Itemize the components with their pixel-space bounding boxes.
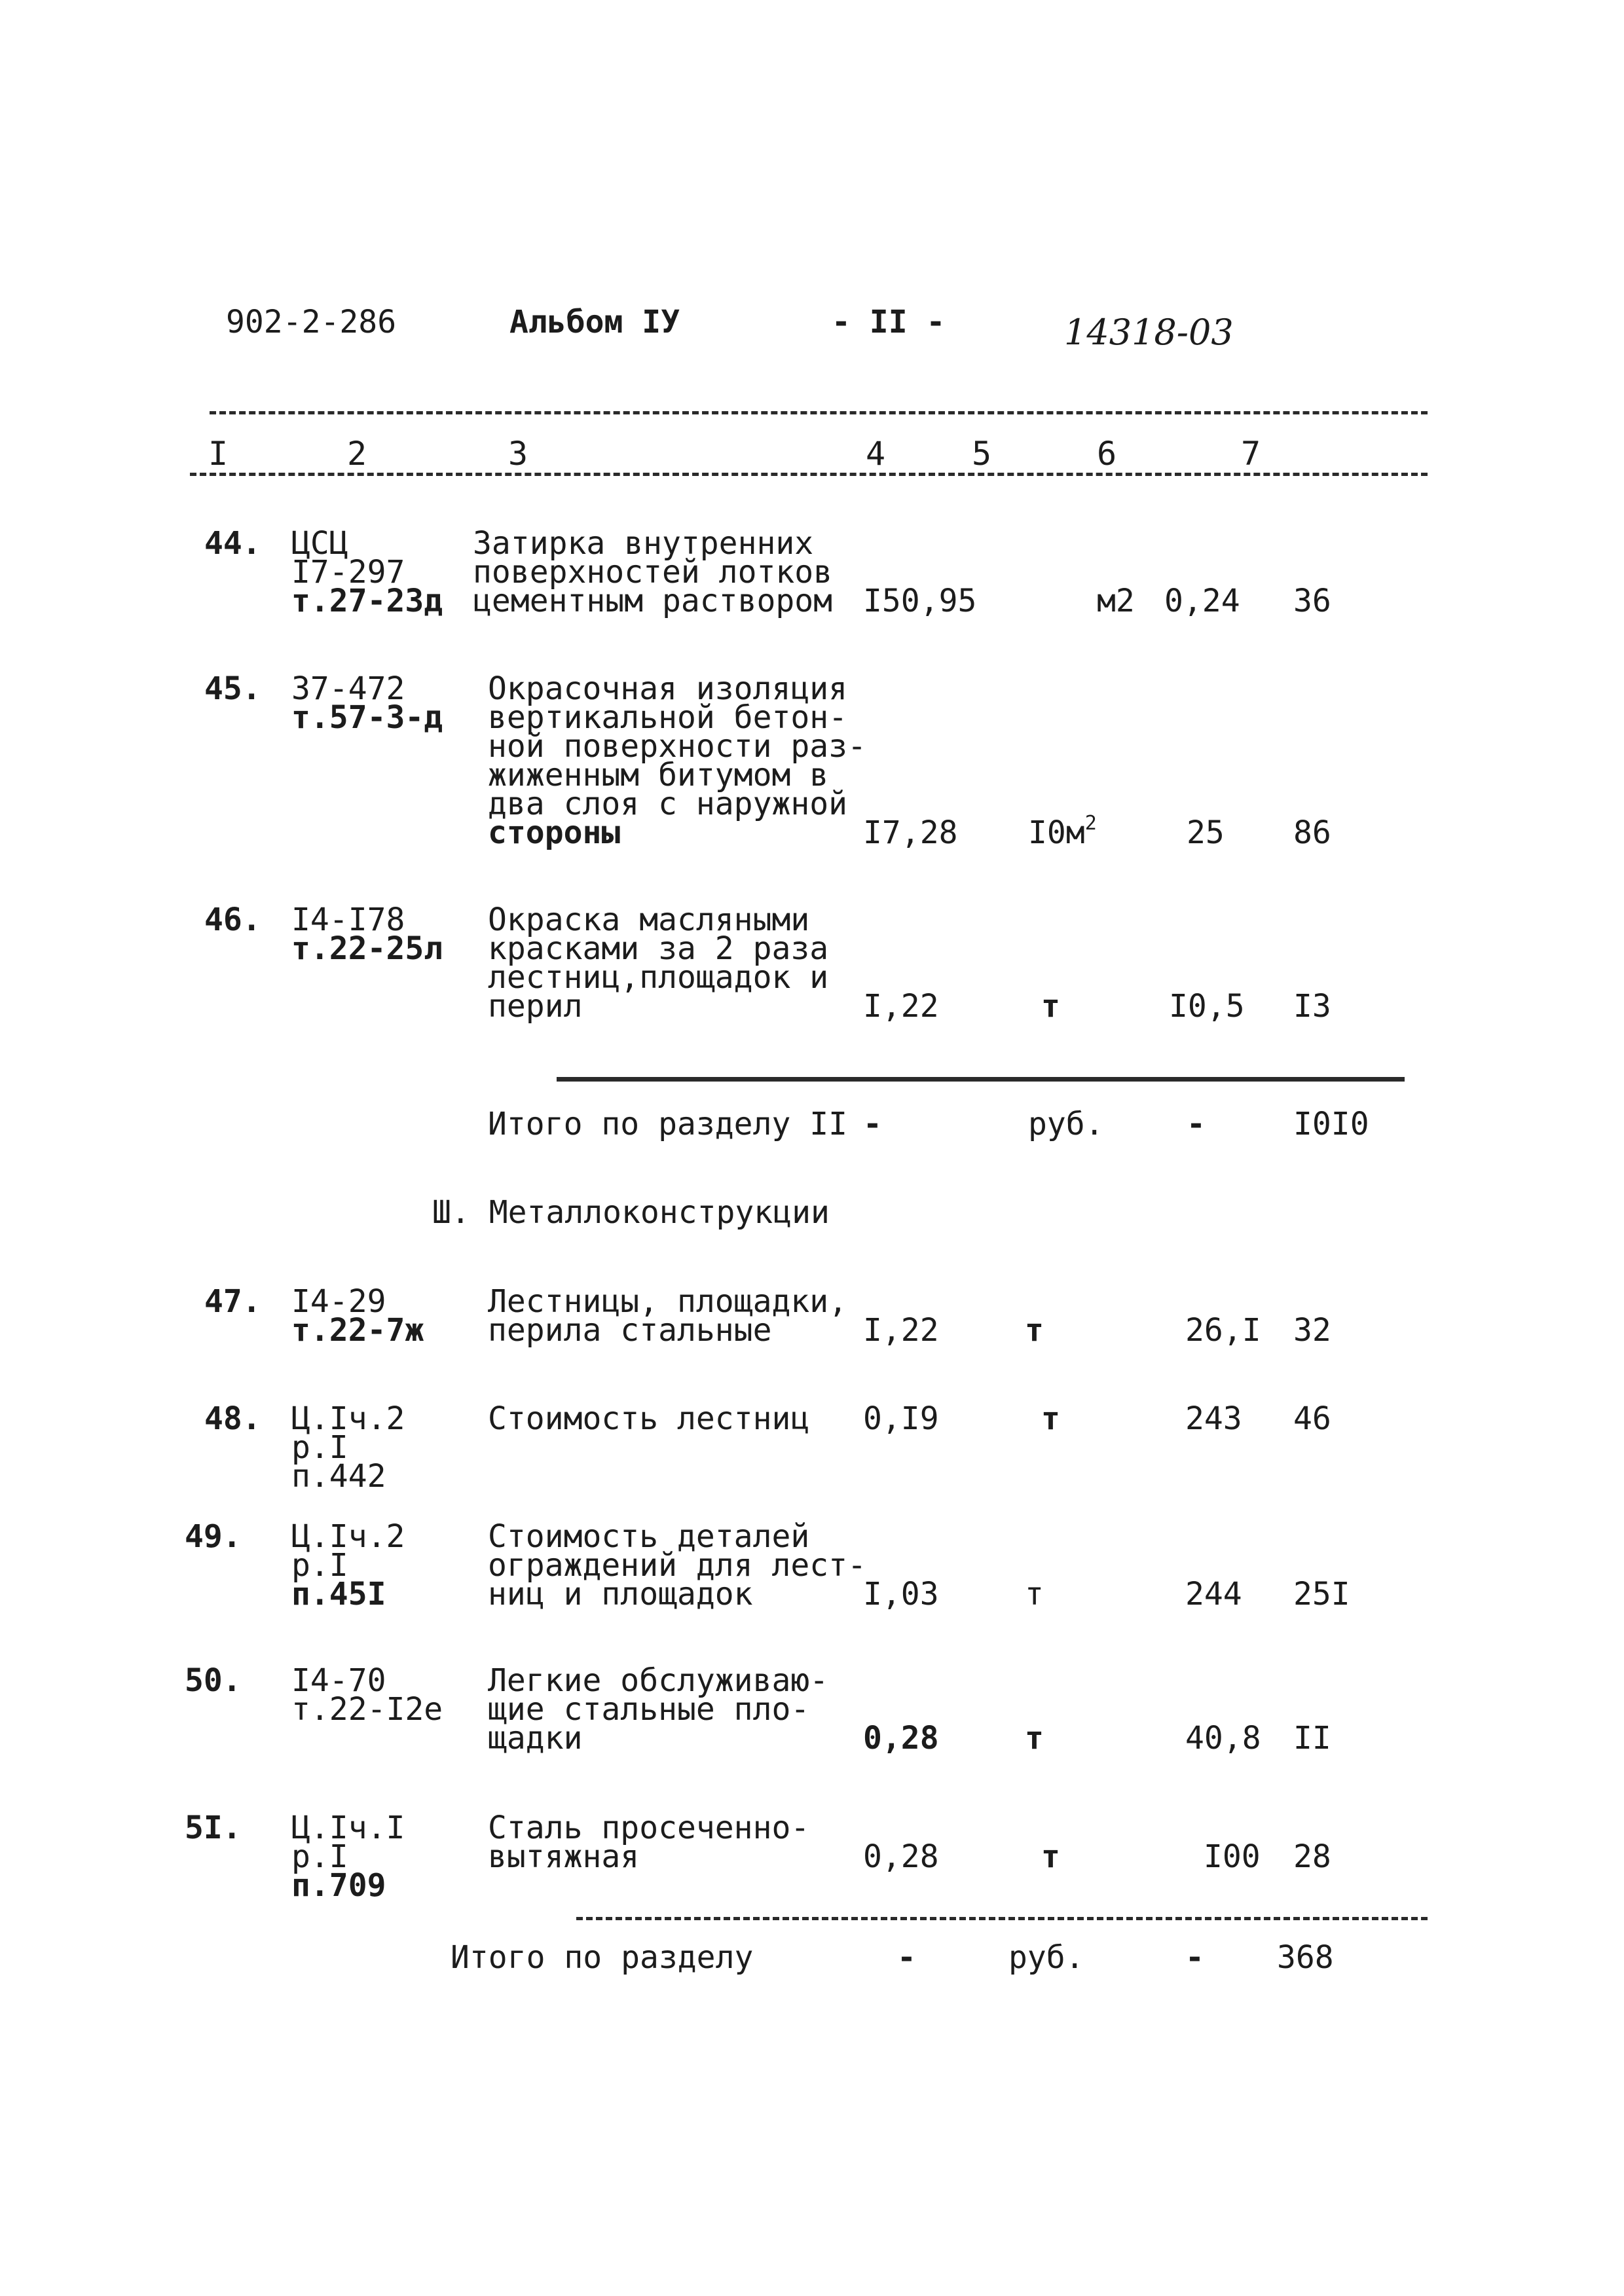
code-line: р.I xyxy=(291,1547,348,1584)
code-line: т.22-25л xyxy=(291,930,443,967)
desc-line: щадки xyxy=(488,1720,583,1757)
code-line: п.45I xyxy=(291,1576,386,1613)
code-line: р.I xyxy=(291,1838,348,1875)
row-quantity: I,22 xyxy=(863,1312,939,1349)
row-total: 25I xyxy=(1293,1576,1350,1613)
desc-line: поверхностей лотков xyxy=(473,554,833,591)
desc-line: Стоимость деталей xyxy=(488,1518,810,1555)
code-line: I4-29 xyxy=(291,1283,386,1320)
code-line: п.442 xyxy=(291,1458,386,1495)
row-total: 86 xyxy=(1293,814,1331,851)
row-number: 45. xyxy=(204,670,261,707)
dash-rule-top xyxy=(210,411,1428,414)
row-quantity: 0,28 xyxy=(863,1838,939,1875)
unit-text: I0м xyxy=(1028,814,1085,851)
row-quantity: I7,28 xyxy=(863,814,958,851)
desc-line: ной поверхности раз- xyxy=(488,728,866,765)
subtotal-unit: руб. xyxy=(1008,1939,1084,1976)
doc-code: 902-2-286 xyxy=(226,304,397,340)
column-number: I xyxy=(208,435,229,473)
row-total: 28 xyxy=(1293,1838,1331,1875)
column-number: 7 xyxy=(1241,435,1261,473)
column-number: 2 xyxy=(347,435,367,473)
desc-line: Лестницы, площадки, xyxy=(488,1283,848,1320)
row-unit: м2 xyxy=(1097,583,1135,619)
subtotal-total: I0I0 xyxy=(1293,1106,1369,1142)
subtotal-total: 368 xyxy=(1277,1939,1334,1976)
column-number: 4 xyxy=(866,435,886,473)
code-line: т.57-3-д xyxy=(291,699,443,736)
code-line: Ц.Iч.2 xyxy=(291,1400,405,1437)
column-number: 5 xyxy=(972,435,992,473)
desc-line: два слоя с наружной xyxy=(488,786,848,822)
row-quantity: I,22 xyxy=(863,988,939,1025)
desc-line: щие стальные пло- xyxy=(488,1691,810,1728)
row-price: 40,8 xyxy=(1185,1720,1261,1757)
desc-line: стороны xyxy=(488,814,621,851)
code-line: т.22-7ж xyxy=(291,1312,424,1349)
code-line: ЦСЦ xyxy=(291,525,348,562)
desc-line: Сталь просеченно- xyxy=(488,1810,810,1846)
section-heading: Ш. Металлоконструкции xyxy=(432,1194,830,1231)
row-number: 48. xyxy=(204,1400,261,1437)
dash-rule-bottom xyxy=(576,1917,1428,1920)
code-line: р.I xyxy=(291,1429,348,1466)
code-line: т.22-I2е xyxy=(291,1691,443,1728)
desc-line: ограждений для лест- xyxy=(488,1547,866,1584)
desc-line: перил xyxy=(488,988,583,1025)
code-line: Ц.Iч.I xyxy=(291,1810,405,1846)
desc-line: красками за 2 раза xyxy=(488,930,829,967)
column-number: 6 xyxy=(1097,435,1117,473)
row-total: 36 xyxy=(1293,583,1331,619)
row-quantity: I,03 xyxy=(863,1576,939,1613)
row-price: 243 xyxy=(1185,1400,1242,1437)
desc-line: Легкие обслуживаю- xyxy=(488,1662,829,1699)
desc-line: лестниц,площадок и xyxy=(488,959,829,996)
subtotal-quantity: - xyxy=(897,1939,916,1976)
row-number: 44. xyxy=(204,525,261,562)
code-line: 37-472 xyxy=(291,670,405,707)
row-number: 46. xyxy=(204,902,261,938)
desc-line: перила стальные xyxy=(488,1312,772,1349)
row-total: 32 xyxy=(1293,1312,1331,1349)
row-unit xyxy=(1028,812,1097,851)
subtotal-label: Итого по разделу xyxy=(451,1939,754,1976)
row-number: 49. xyxy=(185,1518,242,1555)
desc-line: Окрасочная изоляция xyxy=(488,670,848,707)
desc-line: вытяжная xyxy=(488,1838,640,1875)
code-line: т.27-23д xyxy=(291,583,443,619)
row-price: 244 xyxy=(1185,1576,1242,1613)
code-line: I4-I78 xyxy=(291,902,405,938)
desc-line: Стоимость лестниц xyxy=(488,1400,810,1437)
desc-line: вертикальной бетон- xyxy=(488,699,848,736)
subtotal-rule xyxy=(557,1077,1405,1082)
desc-line: цементным раствором xyxy=(473,583,833,619)
page-number: - II - xyxy=(832,304,946,340)
row-total: I3 xyxy=(1293,988,1331,1025)
row-quantity: 0,28 xyxy=(863,1720,939,1757)
unit-superscript: 2 xyxy=(1084,812,1097,835)
row-unit: т xyxy=(1025,1720,1044,1757)
subtotal-unit: руб. xyxy=(1028,1106,1104,1142)
code-line: I7-297 xyxy=(291,554,405,591)
row-price: 0,24 xyxy=(1164,583,1240,619)
desc-line: ниц и площадок xyxy=(488,1576,753,1613)
column-number: 3 xyxy=(508,435,528,473)
row-unit: т xyxy=(1025,1312,1044,1349)
album-label: Альбом IУ xyxy=(509,304,680,340)
dash-rule-columns xyxy=(190,473,1428,476)
row-quantity: 0,I9 xyxy=(863,1400,939,1437)
code-line: Ц.Iч.2 xyxy=(291,1518,405,1555)
row-total: II xyxy=(1293,1720,1331,1757)
row-price: 26,I xyxy=(1185,1312,1261,1349)
row-number: 50. xyxy=(185,1662,242,1699)
subtotal-price: - xyxy=(1187,1106,1206,1142)
row-price: 25 xyxy=(1187,814,1225,851)
row-price: I00 xyxy=(1204,1838,1261,1875)
row-unit: т xyxy=(1041,1838,1060,1875)
code-line: п.709 xyxy=(291,1867,386,1904)
subtotal-price: - xyxy=(1185,1939,1204,1976)
subtotal-label: Итого по разделу II xyxy=(488,1106,848,1142)
row-number: 5I. xyxy=(185,1810,242,1846)
row-quantity: I50,95 xyxy=(863,583,977,619)
desc-line: Затирка внутренних xyxy=(473,525,814,562)
row-number: 47. xyxy=(204,1283,261,1320)
subtotal-quantity: - xyxy=(863,1106,882,1142)
row-total: 46 xyxy=(1293,1400,1331,1437)
desc-line: жиженным битумом в xyxy=(488,757,829,793)
code-line: I4-70 xyxy=(291,1662,386,1699)
handwritten-note: 14318-03 xyxy=(1064,312,1234,353)
desc-line: Окраска масляными xyxy=(488,902,810,938)
row-unit: т xyxy=(1041,1400,1060,1437)
row-price: I0,5 xyxy=(1169,988,1245,1025)
row-unit: т xyxy=(1041,988,1060,1025)
row-unit: т xyxy=(1025,1576,1044,1613)
